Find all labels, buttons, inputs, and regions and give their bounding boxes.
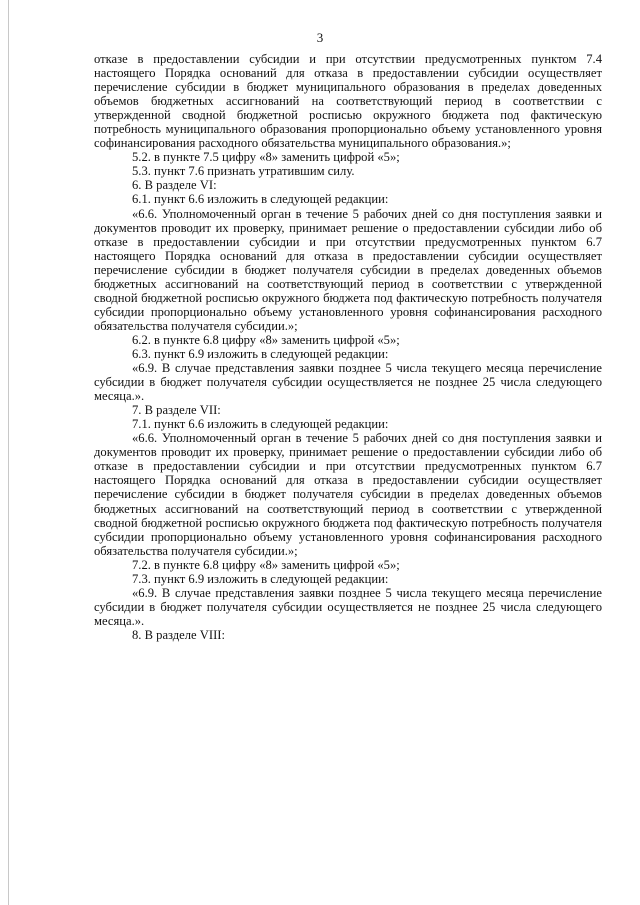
- section-6-heading: 6. В разделе VI:: [132, 178, 217, 193]
- paragraph-continuation: отказе в предоставлении субсидии и при отсутствии предусмотренных пунктом 7.4 настоящего Порядка оснований для отказа в предоставлении субсидии осуществляет перечисление субсидии в бюджет муниципального образования в пределах доведенных объемов бюджетных ассигнований на соответствующий период в соответствии с утвержденной сводной бюджетной росписью окружного бюджета под фактическую потребность муниципального образования пропорционально объему установленного уровня софинансирования расходного обязательства муниципального образования.»;: [94, 52, 602, 151]
- paragraph-5-3: 5.3. пункт 7.6 признать утратившим силу.: [132, 164, 355, 179]
- quote-6-9-section-7: «6.9. В случае представления заявки позднее 5 числа текущего месяца перечисление субсидии в бюджет получателя субсидии осуществляется не позднее 25 числа следующего месяца.».: [94, 585, 602, 628]
- quote-6-6-section-7: «6.6. Уполномоченный орган в течение 5 рабочих дней со дня поступления заявки и документов проводит их проверку, принимает решение о предоставлении субсидии либо об отказе в предоставлении субсидии и при отсутствии предусмотренных пунктом 6.7 настоящего Порядка оснований для отказа в предоставлении субсидии осуществляет перечисление субсидии в бюджет получателя субсидии в пределах доведенных объемов бюджетных ассигнований на соответствующий период в соответствии с утвержденной сводной бюджетной росписью окружного бюджета под фактическую потребность получателя субсидии пропорционально объему установленного уровня софинансирования расходного обязательства получателя субсидии.»;: [94, 431, 602, 558]
- paragraph-7-2: 7.2. в пункте 6.8 цифру «8» заменить цифрой «5»;: [132, 557, 400, 572]
- paragraph-6-2: 6.2. в пункте 6.8 цифру «8» заменить цифрой «5»;: [132, 332, 400, 347]
- section-8-heading: 8. В разделе VIII:: [132, 627, 225, 642]
- quote-6-6-section-6: «6.6. Уполномоченный орган в течение 5 рабочих дней со дня поступления заявки и документов проводит их проверку, принимает решение о предоставлении субсидии либо об отказе в предоставлении субсидии и при отсутствии предусмотренных пунктом 6.7 настоящего Порядка оснований для отказа в предоставлении субсидии осуществляет перечисление субсидии в бюджет получателя субсидии в пределах доведенных объемов бюджетных ассигнований на соответствующий период в соответствии с утвержденной сводной бюджетной росписью окружного бюджета под фактическую потребность получателя субсидии пропорционально объему установленного уровня софинансирования расходного обязательства получателя субсидии.»;: [94, 206, 602, 333]
- paragraph-6-1: 6.1. пункт 6.6 изложить в следующей редакции:: [132, 192, 389, 207]
- document-body: [94, 52, 602, 642]
- paragraph-7-3: 7.3. пункт 6.9 изложить в следующей редакции:: [132, 571, 389, 586]
- paragraph-5-2: 5.2. в пункте 7.5 цифру «8» заменить цифрой «5»;: [132, 150, 400, 165]
- paragraph-6-3: 6.3. пункт 6.9 изложить в следующей редакции:: [132, 346, 389, 361]
- scan-edge-line: [8, 0, 9, 905]
- quote-6-9-section-6: «6.9. В случае представления заявки позднее 5 числа текущего месяца перечисление субсидии в бюджет получателя субсидии осуществляется не позднее 25 числа следующего месяца.».: [94, 361, 602, 404]
- paragraph-7-1: 7.1. пункт 6.6 изложить в следующей редакции:: [132, 417, 389, 432]
- page-number: 3: [316, 30, 324, 45]
- section-7-heading: 7. В разделе VII:: [132, 403, 221, 418]
